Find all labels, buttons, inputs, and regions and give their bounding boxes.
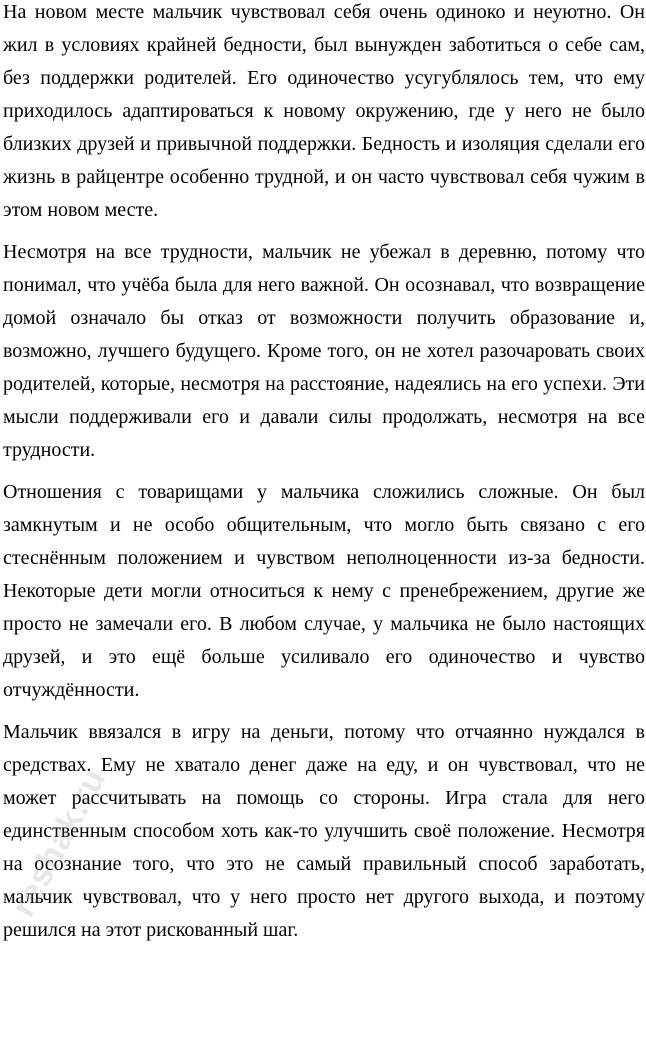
paragraph-1: На новом месте мальчик чувствовал себя очень одиноко и неуютно. Он жил в условиях крайней бедности, был вынужден заботиться о себе сам, без поддержки родителей. Его одиночество усугублялось тем, что ему приходилось адаптироваться к новому окружению, где у него не было близких друзей и привычной поддержки. Бедность и изоляция сделали его жизнь в райцентре особенно трудной, и он часто чувствовал себя чужим в этом новом месте. — [3, 1, 645, 221]
paragraph-3: Отношения с товарищами у мальчика сложились сложные. Он был замкнутым и не особо общительным, что могло быть связано с его стеснённым положением и чувством неполноценности из-за бедности. Некоторые дети могли относиться к нему с пренебрежением, другие же просто не замечали его. В любом случае, у мальчика не было настоящих друзей, и это ещё больше усиливало его одиночество и чувство отчуждённости. — [3, 481, 645, 701]
paragraph-4: Мальчик ввязался в игру на деньги, потому что отчаянно нуждался в средствах. Ему не хватало денег даже на еду, и он чувствовал, что не может рассчитывать на помощь со стороны. Игра стала для него единственным способом хоть как-то улучшить своё положение. Несмотря на осознание того, что это не самый правильный способ заработать, мальчик чувствовал, что у него просто нет другого выхода, и поэтому решился на этот рискованный шаг. — [3, 721, 645, 941]
paragraph-2: Несмотря на все трудности, мальчик не убежал в деревню, потому что понимал, что учёба была для него важной. Он осознавал, что возвращение домой означало бы отказ от возможности получить образование и, возможно, лучшего будущего. Кроме того, он не хотел разочаровать своих родителей, которые, несмотря на расстояние, надеялись на его успехи. Эти мысли поддерживали его и давали силы продолжать, несмотря на все трудности. — [3, 241, 645, 461]
watermark: reshak.ru — [4, 761, 114, 923]
